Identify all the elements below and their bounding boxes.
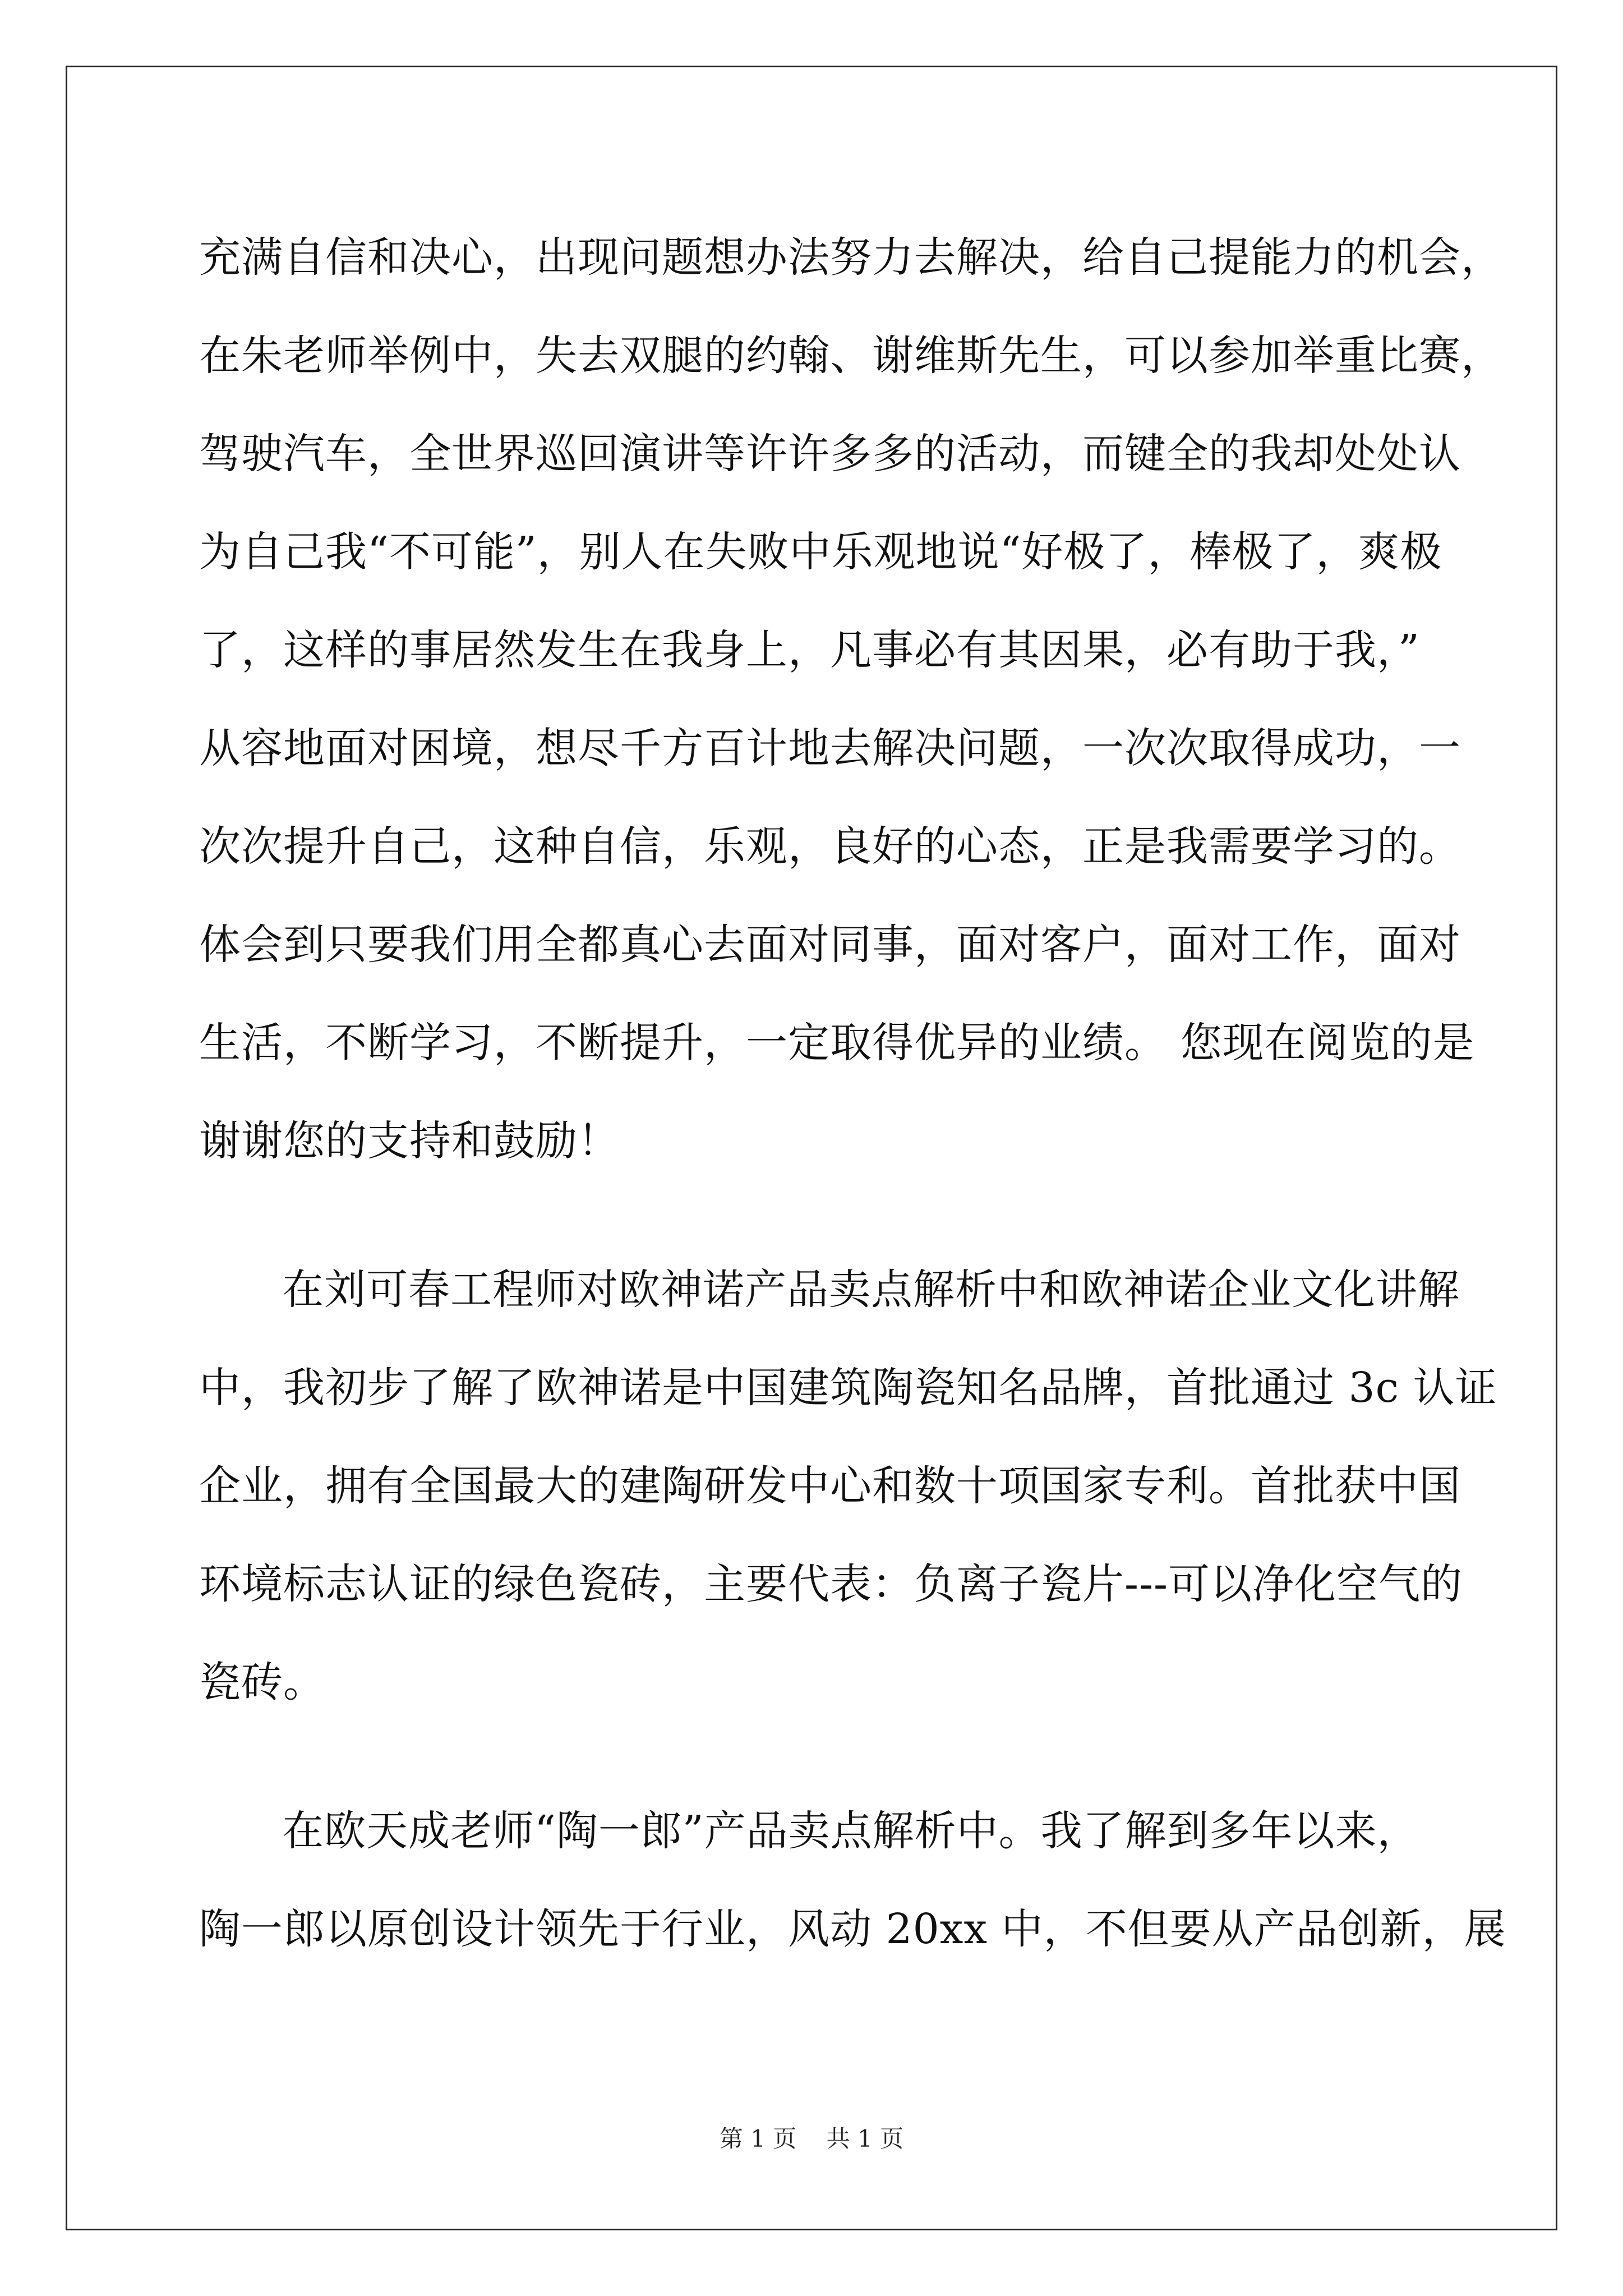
text-line: 为自己我“不可能”，别人在失败中乐观地说“好极了，棒极了，爽极 <box>199 528 1442 576</box>
text-line: 次次提升自己，这种自信，乐观，良好的心态，正是我需要学习的。 <box>199 822 1461 871</box>
text-line: 从容地面对困境，想尽千方百计地去解决问题，一次次取得成功，一 <box>199 724 1461 772</box>
text-line: 充满自信和决心，出现问题想办法努力去解决，给自己提能力的机会， <box>199 233 1503 282</box>
text-line: 中，我初步了解了欧神诺是中国建筑陶瓷知名品牌，首批通过 3c 认证 <box>199 1364 1497 1412</box>
text-line: 环境标志认证的绿色瓷砖，主要代表：负离子瓷片---可以净化空气的 <box>199 1560 1463 1608</box>
text-line: 谢谢您的支持和鼓励！ <box>199 1117 620 1165</box>
text-line: 驾驶汽车，全世界巡回演讲等许许多多的活动，而键全的我却处处认 <box>199 430 1461 478</box>
page-number: 第 1 页 <box>719 2125 797 2152</box>
document-body <box>199 209 1506 1978</box>
paragraph-gap <box>199 1190 1433 1241</box>
page-total: 共 1 页 <box>826 2125 904 2152</box>
text-line: 企业，拥有全国最大的建陶研发中心和数十项国家专利。首批获中国 <box>199 1462 1461 1510</box>
text-line: 生活，不断学习，不断提升，一定取得优异的业绩。 您现在阅览的是 <box>199 1019 1475 1067</box>
page-footer <box>0 2120 1623 2154</box>
text-line: 在刘可春工程师对欧神诺产品卖点解析中和欧神诺企业文化讲解 <box>282 1266 1460 1314</box>
text-line: 瓷砖。 <box>199 1658 325 1706</box>
paragraph-3 <box>199 1782 1506 1978</box>
text-line: 在朱老师举例中，失去双腿的约翰、谢维斯先生，可以参加举重比赛， <box>199 332 1503 380</box>
paragraph-gap <box>199 1732 1433 1782</box>
text-line: 陶一郎以原创设计领先于行业，风动 20xx 中，不但要从产品创新，展 <box>199 1905 1506 1953</box>
paragraph-2 <box>199 1241 1497 1732</box>
text-line: 在欧天成老师“陶一郎”产品卖点解析中。我了解到多年以来， <box>282 1807 1419 1855</box>
paragraph-1 <box>199 209 1503 1190</box>
text-line: 了，这样的事居然发生在我身上，凡事必有其因果，必有助于我，” <box>199 626 1420 674</box>
text-line: 体会到只要我们用全都真心去面对同事，面对客户，面对工作，面对 <box>199 921 1461 969</box>
